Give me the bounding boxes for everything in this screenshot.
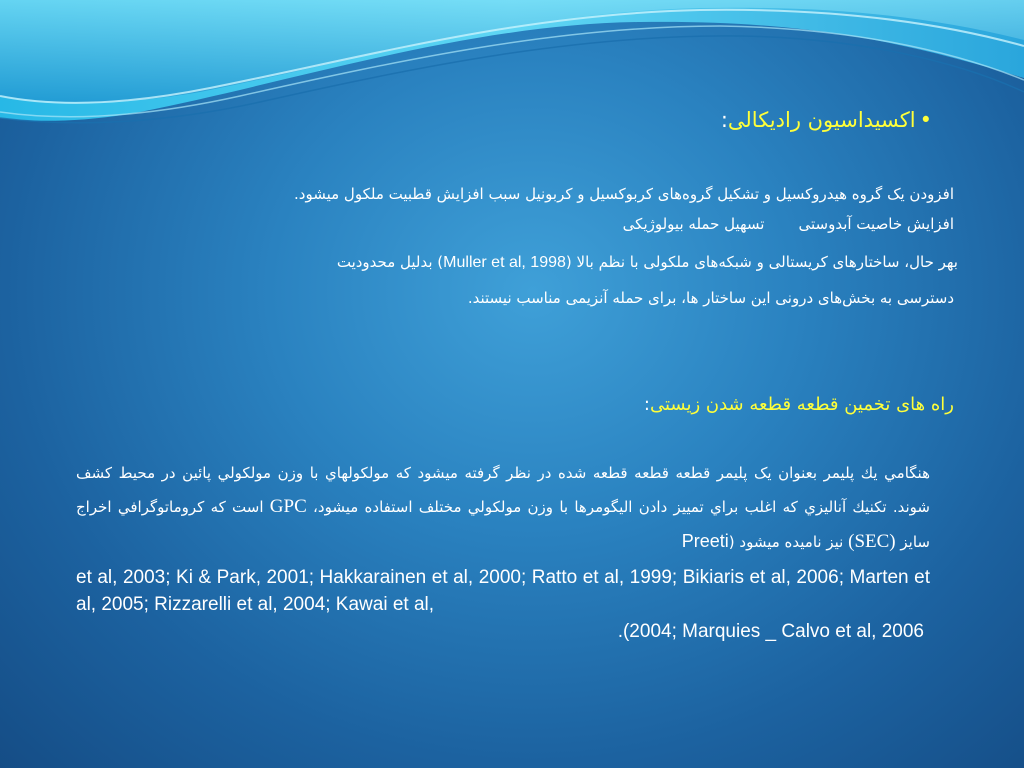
paragraph-line-4: دسترسی به بخش‌های درونی این ساختار ها، برای حمله آنزیمی مناسب نیستند. [467,289,954,307]
citation-muller: Muller et al, 1998 [443,254,566,271]
gpc-term: GPC [269,496,307,517]
section-heading-colon: : [643,394,650,415]
bullet-icon: • [919,108,932,132]
sec-term: (SEC) [848,531,896,552]
title-colon: : [720,108,728,132]
line3-text-a: بهر حال، ساختارهای کریستالی و شبکه‌های ملکولی با نظم بالا ( [565,253,958,271]
slide-title [721,108,932,132]
references-block [76,564,930,645]
references-last-line: .(2004; Marquies _ Calvo et al, 2006 [617,621,924,642]
body-text-c: نيز ناميده ميشود ( [728,533,844,551]
section-heading [644,394,954,415]
references-text: et al, 2003; Ki & Park, 2001; Hakkarainen et al, 2000; Ratto et al, 1999; Bikiaris et al, 2006; Marten et al, 2005; Rizzarelli et al, 2004; Kawai et al, [76,567,930,615]
paragraph-line-1: افزودن یک گروه هیدروکسیل و تشکیل گروه‌های کربوکسیل و کربونیل سبب افزایش قطبیت ملکول میشود. [294,185,954,203]
paragraph-line-2 [623,214,954,234]
benefit-hydrophilicity: افزایش خاصیت آبدوستی [798,215,954,233]
body-text-a: هنگامي يك پليمر بعنوان یک پلیمر قطعه قطعه قطعه شده در نظر گرفته ميشود كه مولكولهاي با وزن مولكولي پائين در محيط كشف شوند. تكنيك آناليزي كه اغلب براي تمييز دادن اليگومرها با وزن مولكولي مختلف استفاده ميشود، [76,464,930,516]
title-text: اکسیداسیون رادیکالی [727,108,916,132]
paragraph-line-3 [337,252,958,273]
body-paragraph [76,456,930,559]
body-text-b: است که کروماتوگرافي اخراج سايز [76,498,930,551]
section-heading-text: راه های تخمین قطعه قطعه شدن زیستی [649,394,954,415]
line3-text-b: ) بدلیل محدودیت [336,253,444,271]
citation-preeti: Preeti [681,531,729,551]
benefit-biological-attack: تسهیل حمله بیولوژیکی [622,215,765,233]
